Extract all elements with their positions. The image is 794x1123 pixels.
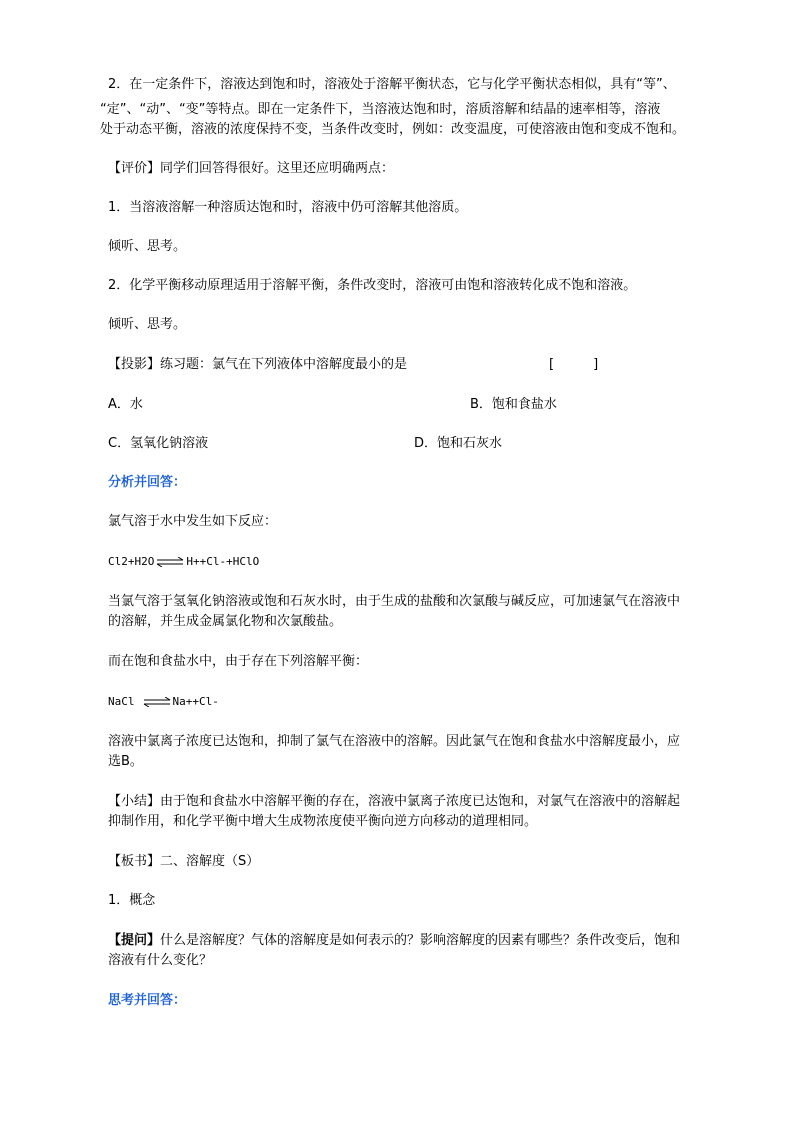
para-1-line-2: “定”、“动”、“变”等特点。即在一定条件下，当溶液达饱和时，溶质溶解和结晶的速率相等，溶液 [100,102,661,117]
equilibrium-arrow-icon [156,557,184,567]
concept-heading: 1．概念 [108,893,156,908]
point-2-text: 2．化学平衡移动原理适用于溶解平衡，条件改变时，溶液可由饱和溶液转化成不饱和溶液。 [108,278,637,293]
question-text: 【投影】练习题：氯气在下列液体中溶解度最小的是 [108,357,408,372]
answer-bracket: [ ] [549,357,599,372]
projection-question [108,353,720,377]
conclusion-line-2: 选B。 [108,754,143,769]
options-row-1 [108,393,720,417]
option-a: A．水 [108,397,143,412]
summary-line-1: 【小结】由于饱和食盐水中溶解平衡的存在，溶液中氯离子浓度已达饱和，对氯气在溶液中的溶解起 [108,794,681,809]
listen-text-1: 倾听、思考。 [108,239,187,254]
listen-text-2: 倾听、思考。 [108,317,187,332]
option-c: C．氢氧化钠溶液 [108,436,209,451]
analysis-heading: 分析并回答： [108,475,187,490]
conclusion-line-1: 溶液中氯离子浓度已达饱和，抑制了氯气在溶液中的溶解。因此氯气在饱和食盐水中溶解度最小，应 [108,734,681,749]
para-1-line-1: 2．在一定条件下，溶液达到饱和时，溶液处于溶解平衡状态，它与化学平衡状态相似，具有“等”、 [108,77,676,92]
nacl-intro: 而在饱和食盐水中，由于存在下列溶解平衡： [108,654,369,669]
think-heading: 思考并回答： [108,993,187,1008]
reaction-intro: 氯气溶于水中发生如下反应： [108,514,278,529]
question-line-2: 溶液有什么变化？ [108,953,213,968]
equation-1-right: H++Cl-+HClO [186,555,260,568]
equilibrium-arrow-icon [143,697,171,707]
naoh-line-2: 的溶解，并生成金属氯化物和次氯酸盐。 [108,614,343,629]
equation-1 [108,550,720,574]
question-text-1: 什么是溶解度？气体的溶解度是如何表示的？影响溶解度的因素有哪些？条件改变后，饱和 [160,933,681,948]
question-label: 【提问】 [108,933,161,948]
para-1-line-3: 处于动态平衡，溶液的浓度保持不变，当条件改变时，例如：改变温度，可使溶液由饱和变成不饱和。 [100,122,686,137]
evaluation-text: 【评价】同学们回答得很好。这里还应明确两点： [108,161,395,176]
option-b: B．饱和食盐水 [470,397,557,412]
naoh-line-1: 当氯气溶于氢氧化钠溶液或饱和石灰水时，由于生成的盐酸和次氯酸与碱反应，可加速氯气在溶液中 [108,594,681,609]
summary-line-2: 抑制作用，和化学平衡中增大生成物浓度使平衡向逆方向移动的道理相同。 [108,814,538,829]
option-d: D．饱和石灰水 [414,436,503,451]
equation-2 [108,690,720,714]
equation-1-left: Cl2+H2O [108,555,155,568]
options-row-2 [108,432,720,456]
equation-2-left: NaCl [108,695,135,708]
equation-2-right: Na++Cl- [172,695,219,708]
board-heading: 【板书】二、溶解度（S） [108,854,260,869]
point-1-text: 1．当溶液溶解一种溶质达饱和时，溶液中仍可溶解其他溶质。 [108,200,468,215]
